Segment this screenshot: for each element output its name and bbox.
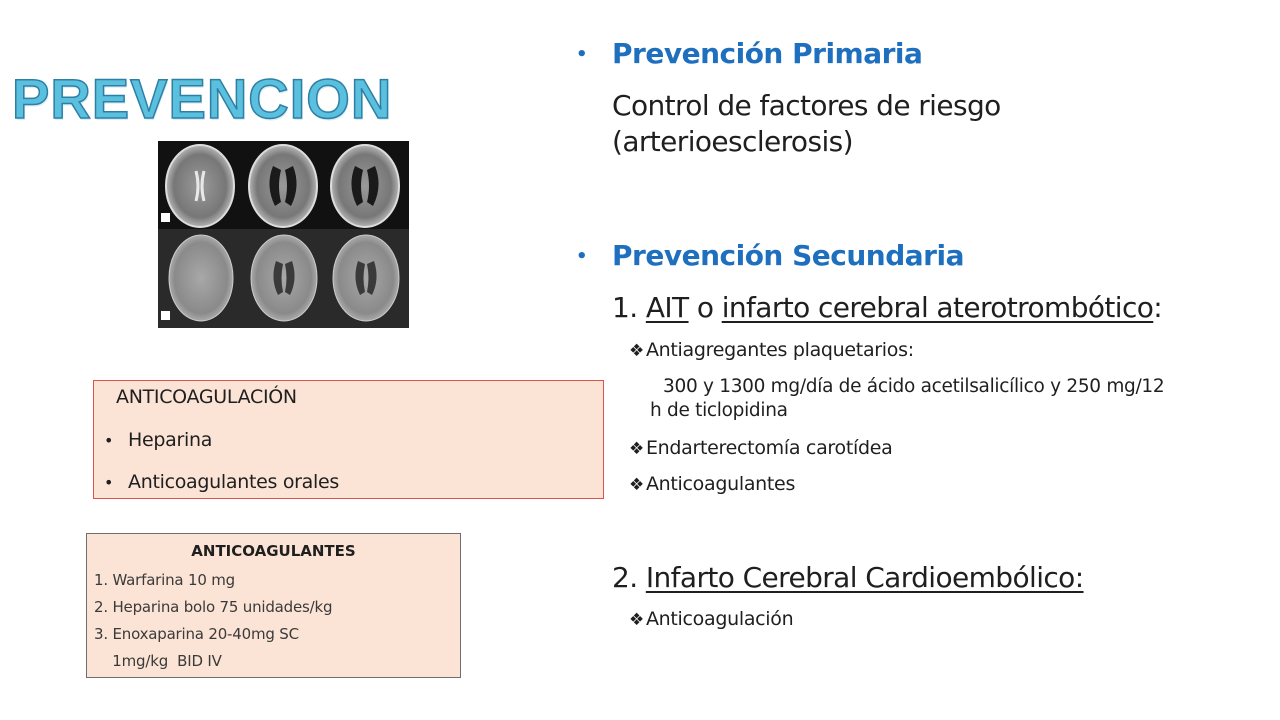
- item1-ait: AIT: [645, 291, 689, 324]
- bullet-icon: •: [104, 431, 114, 450]
- anticoagulation-box: [93, 380, 604, 499]
- item1-rest: infarto cerebral aterotrombótico: [721, 291, 1154, 324]
- anticoagulants-line: 2. Heparina bolo 75 unidades/kg: [94, 598, 333, 616]
- diamond-bullet-icon: ❖: [629, 341, 644, 361]
- diamond-bullet-icon: ❖: [629, 475, 644, 495]
- item2-prefix: 2.: [612, 561, 646, 594]
- secondary-item-2: [612, 560, 1084, 596]
- brain-mri-image: [158, 141, 409, 328]
- primary-prevention-heading: [576, 37, 923, 70]
- anticoagulants-line: 3. Enoxaparina 20-40mg SC: [94, 625, 299, 643]
- sub-anticoagulation: [629, 607, 793, 632]
- bullet-icon: •: [104, 473, 114, 492]
- anticoagulants-box: [86, 533, 461, 678]
- slide-title: PREVENCION: [12, 67, 393, 130]
- primary-text-line1: Control de factores de riesgo: [612, 89, 1001, 122]
- item1-prefix: 1.: [612, 291, 646, 324]
- sub1-text: Antiagregantes plaquetarios:: [645, 339, 914, 361]
- primary-text: [612, 88, 1001, 160]
- sub3-text: Anticoagulantes: [645, 473, 796, 495]
- diamond-bullet-icon: ❖: [629, 610, 644, 630]
- sub-antiplatelet-detail: [650, 375, 1164, 423]
- sub4-text: Anticoagulación: [645, 608, 794, 630]
- bullet-icon: •: [576, 246, 588, 267]
- sub-anticoagulants: [629, 472, 795, 497]
- anticoagulants-box-heading: ANTICOAGULANTES: [191, 542, 356, 560]
- item1-mid: o: [688, 291, 722, 324]
- secondary-heading-text: Prevención Secundaria: [612, 239, 964, 272]
- anticoag-item: [104, 471, 339, 493]
- primary-text-line2: (arterioesclerosis): [612, 125, 853, 158]
- anticoagulants-line: 1mg/kg BID IV: [94, 652, 222, 670]
- sub1-detail-line2: h de ticlopidina: [650, 400, 788, 421]
- anticoagulants-line: 1. Warfarina 10 mg: [94, 571, 235, 589]
- sub2-text: Endarterectomía carotídea: [645, 437, 893, 459]
- item2-text: Infarto Cerebral Cardioembólico:: [645, 561, 1084, 594]
- bullet-icon: •: [576, 44, 588, 65]
- diamond-bullet-icon: ❖: [629, 439, 644, 459]
- sub1-detail-line1: 300 y 1300 mg/día de ácido acetilsalicílico y 250 mg/12: [663, 376, 1165, 397]
- secondary-prevention-heading: [576, 239, 964, 272]
- anticoag-item-text: Heparina: [128, 429, 213, 451]
- secondary-item-1: [612, 290, 1162, 326]
- anticoag-item: [104, 429, 212, 451]
- anticoag-box-heading: ANTICOAGULACIÓN: [116, 386, 297, 408]
- sub-antiplatelet: [629, 338, 914, 363]
- primary-heading-text: Prevención Primaria: [612, 37, 923, 70]
- sub-endarterectomy: [629, 436, 892, 461]
- item1-colon: :: [1153, 291, 1163, 324]
- anticoag-item-text: Anticoagulantes orales: [128, 471, 339, 493]
